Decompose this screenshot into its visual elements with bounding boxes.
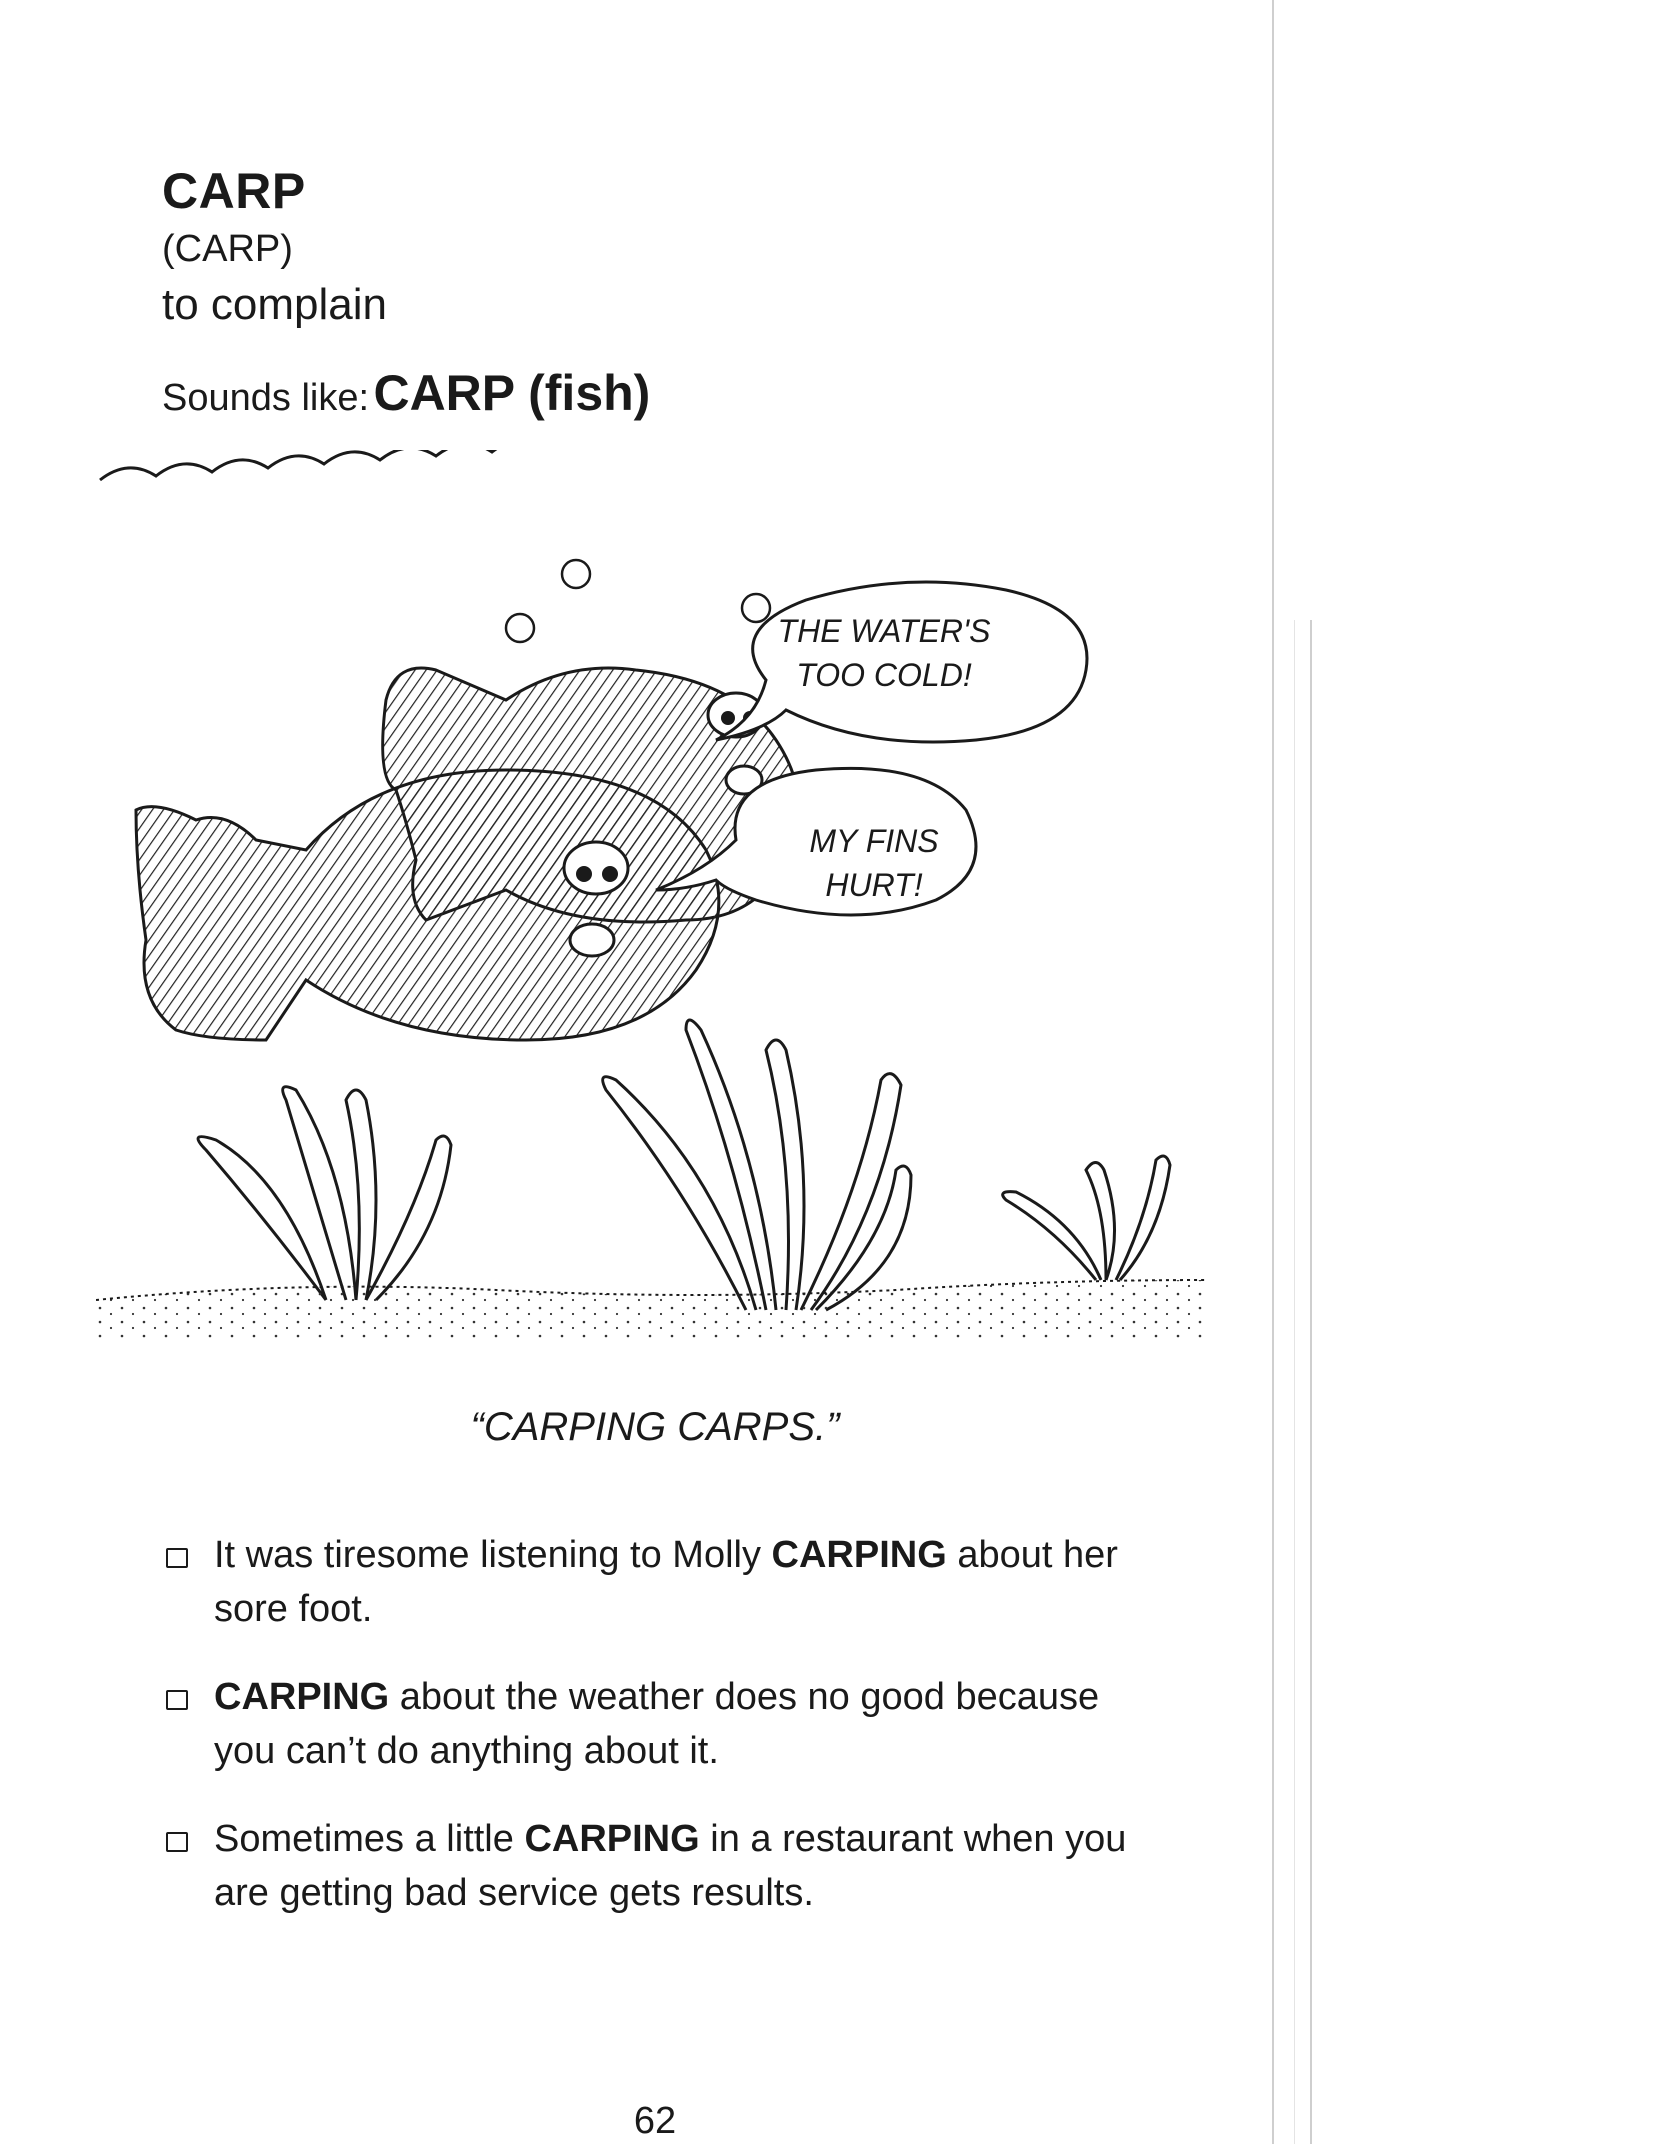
page-edge-inner — [1294, 620, 1295, 2144]
page-edge-outer — [1310, 620, 1312, 2144]
example-keyword: CARPING — [214, 1676, 390, 1718]
example-text-after: about her sore foot. — [214, 1534, 1118, 1630]
entry-word: CARP — [162, 163, 306, 219]
speech-2-line-2: HURT! — [825, 867, 923, 903]
water-surface — [100, 450, 992, 480]
example-sentence — [162, 1670, 1162, 1778]
sea-floor — [96, 1280, 1206, 1340]
example-sentence — [162, 1812, 1162, 1920]
entry-definition: to complain — [162, 280, 388, 329]
checkbox-bullet-icon — [166, 1832, 188, 1852]
example-text-after: about the weather does no good because you can’t do anything about it. — [214, 1676, 1100, 1772]
speech-2-line-1: MY FINS — [809, 823, 939, 859]
example-keyword: CARPING — [524, 1818, 700, 1860]
example-sentence — [162, 1528, 1162, 1636]
seaweed — [198, 1020, 1170, 1310]
checkbox-bullet-icon — [166, 1690, 188, 1710]
sounds-like-value: CARP (fish) — [373, 365, 651, 421]
example-sentences — [162, 1528, 1162, 1954]
carp-cartoon-illustration — [96, 450, 1216, 1390]
example-text-after: in a restaurant when you are getting bad service gets results. — [214, 1818, 1127, 1914]
front-fish — [136, 770, 719, 1040]
speech-bubble-1 — [716, 582, 1087, 742]
entry-pronunciation: (CARP) — [162, 228, 293, 270]
example-keyword: CARPING — [771, 1534, 947, 1576]
speech-1-line-1: THE WATER'S — [777, 613, 991, 649]
sounds-like — [162, 364, 650, 422]
speech-1-line-2: TOO COLD! — [796, 657, 972, 693]
example-text-before: It was tiresome listening to Molly — [214, 1534, 772, 1576]
sounds-like-label: Sounds like: — [162, 377, 370, 419]
page-edge — [1272, 0, 1274, 2144]
illustration-caption: “CARPING CARPS.” — [470, 1405, 840, 1449]
example-text-before: Sometimes a little — [214, 1818, 525, 1860]
checkbox-bullet-icon — [166, 1548, 188, 1568]
page-number: 62 — [633, 2100, 677, 2142]
